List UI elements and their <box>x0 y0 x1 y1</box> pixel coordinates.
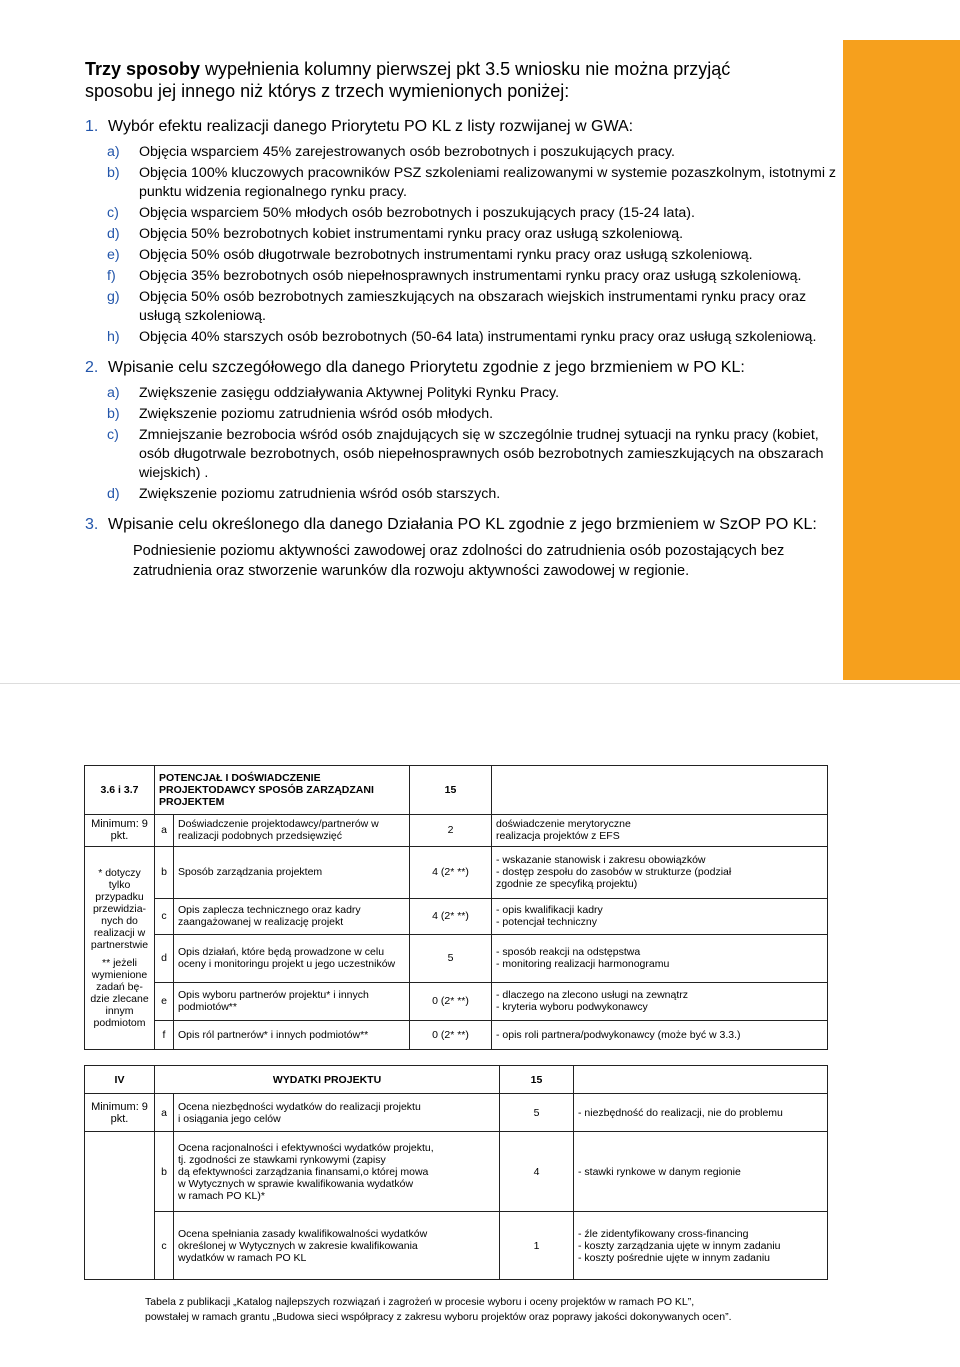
list-item <box>85 405 840 424</box>
item-letter: d) <box>107 226 120 242</box>
list-item <box>85 204 840 223</box>
row-letter: f <box>155 1020 174 1049</box>
section-1-list <box>85 143 840 347</box>
criterion-line: dą efektywności zarządzania finansami,o której mowa <box>178 1165 429 1178</box>
criterion-text: Opis ról partnerów* i innych podmiotów** <box>174 1020 410 1049</box>
criterion-line: w ramach PO KL)* <box>178 1189 265 1202</box>
comment-line: doświadczenie merytoryczne <box>496 818 631 831</box>
row-points: 2 <box>410 815 492 846</box>
row-comment <box>492 934 828 982</box>
section-2-title <box>85 357 840 378</box>
comment-line: - monitoring realizacji harmonogramu <box>496 958 670 971</box>
list-item <box>85 225 840 244</box>
criterion-text <box>174 1132 500 1212</box>
intro-line2: sposobu jej innego niż którys z trzech wymienionych poniżej: <box>85 81 570 101</box>
table-section-label: 3.6 i 3.7 <box>85 766 155 815</box>
comment-line: realizacja projektów z EFS <box>496 830 620 843</box>
row-letter: b <box>155 846 174 898</box>
section-3-text: Podniesienie poziomu aktywności zawodowej oraz zdolności do zatrudnienia osób pozostających bez zatrudnienia oraz stworzenie warunków dla rozwoju aktywności zawodowej w regionie. <box>133 543 785 579</box>
section-3-title <box>85 514 840 535</box>
table-notes <box>85 846 155 1049</box>
row-letter: a <box>155 815 174 846</box>
item-letter: c) <box>107 427 119 443</box>
criterion-text: Doświadczenie projektodawcy/partnerów w realizacji podobnych przedsięwzięć <box>174 815 410 846</box>
section-number: 1. <box>85 118 99 135</box>
row-comment <box>492 1020 828 1049</box>
criterion-text: Opis wyboru partnerów projektu* i innych podmiotów** <box>174 982 410 1020</box>
table-header-empty <box>574 1066 828 1094</box>
row-comment <box>574 1212 828 1280</box>
section-1-title <box>85 116 840 137</box>
row-points: 0 (2* **) <box>410 982 492 1020</box>
section-title: Wpisanie celu określonego dla danego Działania PO KL zgodnie z jego brzmieniem w SzOP PO KL: <box>108 516 817 533</box>
row-points: 4 (2* **) <box>410 846 492 898</box>
evaluation-table-2 <box>84 1065 828 1280</box>
intro-rest: wypełnienia kolumny pierwszej pkt 3.5 wniosku nie można przyjąć <box>200 59 731 79</box>
section-title: Wpisanie celu szczegółowego dla danego Priorytetu zgodnie z jego brzmieniem w PO KL: <box>108 359 745 376</box>
comment-line: - sposób reakcji na odstępstwa <box>496 946 641 959</box>
row-points: 0 (2* **) <box>410 1020 492 1049</box>
list-item <box>85 288 840 326</box>
list-item <box>85 328 840 347</box>
list-item <box>85 246 840 265</box>
table-header: WYDATKI PROJEKTU <box>155 1066 500 1094</box>
row-comment <box>492 846 828 898</box>
note-partnership: * dotyczy tylko przypadku przewidzia-nych do realizacji w partnerstwie <box>90 866 149 951</box>
comment-line: - źle zidentyfikowany cross-financing <box>578 1227 749 1240</box>
row-comment <box>492 815 828 846</box>
comment-line: - wskazanie stanowisk i zakresu obowiązków <box>496 854 706 867</box>
comment-line: - dostęp zespołu do zasobów w strukturze (podział <box>496 866 732 879</box>
section-title: Wybór efektu realizacji danego Priorytetu PO KL z listy rozwijanej w GWA: <box>108 118 634 135</box>
row-comment <box>492 982 828 1020</box>
list-item <box>85 485 840 504</box>
row-points: 5 <box>410 934 492 982</box>
row-comment <box>574 1094 828 1132</box>
item-letter: e) <box>107 247 120 263</box>
criterion-line: Ocena racjonalności i efektywności wydatków projektu, <box>178 1141 434 1154</box>
table-section-label: IV <box>85 1066 155 1094</box>
section-number: 2. <box>85 359 99 376</box>
minimum-points: Minimum: 9 pkt. <box>85 1094 155 1132</box>
caption-line: powstałej w ramach grantu „Budowa sieci współpracy z zakresu wyboru projektów oraz poprawy jakości dokonywanych ocen”. <box>145 1311 732 1323</box>
criterion-line: określonej w Wytycznych w zakresie kwalifikowania <box>178 1239 418 1252</box>
list-item <box>85 164 840 202</box>
note-outsourcing: ** jeżeli wymienione zadań bę-dzie zlecane innym podmiotom <box>90 956 149 1029</box>
table-header-empty <box>492 766 828 815</box>
criterion-line: Ocena spełniania zasady kwalifikowalności wydatków <box>178 1227 428 1240</box>
criterion-text <box>174 1212 500 1280</box>
source-caption <box>145 1295 732 1325</box>
item-letter: c) <box>107 205 119 221</box>
criterion-text: Sposób zarządzania projektem <box>174 846 410 898</box>
row-letter: d <box>155 934 174 982</box>
item-text: Objęcia 40% starszych osób bezrobotnych (50-64 lata) instrumentami rynku pracy oraz usługą szkoleniową. <box>139 329 817 345</box>
row-points: 5 <box>500 1094 574 1132</box>
item-letter: f) <box>107 268 116 284</box>
row-letter: b <box>155 1132 174 1212</box>
item-text: Objęcia 100% kluczowych pracowników PSZ szkoleniami realizowanymi w systemie pozaszkolnym, istotnymi z punktu widzenia regionalnego rynku pracy. <box>139 165 837 200</box>
row-letter: a <box>155 1094 174 1132</box>
comment-line: - niezbędność do realizacji, nie do problemu <box>578 1106 783 1119</box>
criterion-line: tj. zgodności ze stawkami rynkowymi (zapisy <box>178 1153 386 1166</box>
page-separator <box>0 683 960 684</box>
comment-line: - koszty pośrednie ujęte w innym zadaniu <box>578 1251 771 1264</box>
row-letter: e <box>155 982 174 1020</box>
item-text: Zmniejszanie bezrobocia wśród osób znajdujących się w szczególnie trudnej sytuacji na rynku pracy (kobiet, osób długotrwale bezrobotnych, osób niepełnosprawnych osób bezrobotnych zamieszkujących na obszarach wiejskich) . <box>139 427 824 481</box>
comment-line: - potencjał techniczny <box>496 916 597 929</box>
caption-line: Tabela z publikacji „Katalog najlepszych rozwiązań i zagrożeń w procesie wyboru i oceny projektów w ramach PO KL”, <box>145 1296 695 1308</box>
list-item <box>85 143 840 162</box>
row-letter: c <box>155 1212 174 1280</box>
row-points: 4 <box>500 1132 574 1212</box>
item-text: Zwiększenie zasięgu oddziaływania Aktywnej Polityki Rynku Pracy. <box>139 385 560 401</box>
row-letter: c <box>155 899 174 935</box>
comment-line: - koszty zarządzania ujęte w innym zadaniu <box>578 1239 781 1252</box>
criterion-line: Ocena niezbędności wydatków do realizacji projektu <box>178 1100 421 1113</box>
item-text: Zwiększenie poziomu zatrudnienia wśród osób młodych. <box>139 406 494 422</box>
list-item <box>85 384 840 403</box>
criterion-text: Opis zaplecza technicznego oraz kadry zaangażowanej w realizację projekt <box>174 899 410 935</box>
item-text: Objęcia 50% bezrobotnych kobiet instrumentami rynku pracy oraz usługą szkoleniową. <box>139 226 684 242</box>
item-text: Objęcia 50% osób bezrobotnych zamieszkujących na obszarach wiejskich instrumentami rynku pracy oraz usługą szkoleniową. <box>139 289 807 324</box>
item-letter: b) <box>107 165 120 181</box>
row-points: 1 <box>500 1212 574 1280</box>
criterion-line: wydatków w ramach PO KL <box>178 1251 307 1264</box>
comment-line: - opis roli partnera/podwykonawcy (może być w 3.3.) <box>496 1028 741 1041</box>
item-letter: g) <box>107 289 120 305</box>
section-number: 3. <box>85 516 99 533</box>
intro-heading <box>85 58 840 102</box>
item-letter: a) <box>107 144 120 160</box>
comment-line: - kryteria wyboru podwykonawcy <box>496 1001 648 1014</box>
item-letter: d) <box>107 486 120 502</box>
comment-line: - stawki rynkowe w danym regionie <box>578 1165 741 1178</box>
item-letter: a) <box>107 385 120 401</box>
table-total: 15 <box>500 1066 574 1094</box>
item-text: Zwiększenie poziomu zatrudnienia wśród osób starszych. <box>139 486 501 502</box>
comment-line: - dlaczego na zlecono usługi na zewnątrz <box>496 989 689 1002</box>
row-points: 4 (2* **) <box>410 899 492 935</box>
row-comment <box>492 899 828 935</box>
list-item <box>85 267 840 286</box>
item-text: Objęcia 35% bezrobotnych osób niepełnosprawnych instrumentami rynku pracy oraz usługą szkoleniową. <box>139 268 802 284</box>
section-2-list <box>85 384 840 504</box>
evaluation-table-1 <box>84 765 828 1050</box>
item-letter: b) <box>107 406 120 422</box>
table-header: POTENCJAŁ I DOŚWIADCZENIE PROJEKTODAWCY SPOSÓB ZARZĄDZANI PROJEKTEM <box>155 766 410 815</box>
minimum-points: Minimum: 9 pkt. <box>85 815 155 846</box>
criterion-text <box>174 1094 500 1132</box>
row-comment <box>574 1132 828 1212</box>
item-text: Objęcia wsparciem 45% zarejestrowanych osób bezrobotnych i poszukujących pracy. <box>139 144 675 160</box>
table-empty-cell <box>85 1132 155 1280</box>
table-total: 15 <box>410 766 492 815</box>
item-text: Objęcia wsparciem 50% młodych osób bezrobotnych i poszukujących pracy (15-24 lata). <box>139 205 695 221</box>
item-letter: h) <box>107 329 120 345</box>
list-item <box>85 426 840 483</box>
criterion-line: w Wytycznych w sprawie kwalifikowania wydatków <box>178 1177 414 1190</box>
comment-line: - opis kwalifikacji kadry <box>496 904 603 917</box>
criterion-text: Opis działań, które będą prowadzone w celu oceny i monitoringu projekt u jego uczestników <box>174 934 410 982</box>
orange-accent-bar <box>843 40 960 680</box>
intro-bold: Trzy sposoby <box>85 59 201 79</box>
slide-1 <box>85 58 840 581</box>
criterion-line: i osiągania jego celów <box>178 1112 281 1125</box>
item-text: Objęcia 50% osób długotrwale bezrobotnych instrumentami rynku pracy oraz usługą szkoleniową. <box>139 247 753 263</box>
comment-line: zgodnie ze specyfiką projektu) <box>496 878 638 891</box>
